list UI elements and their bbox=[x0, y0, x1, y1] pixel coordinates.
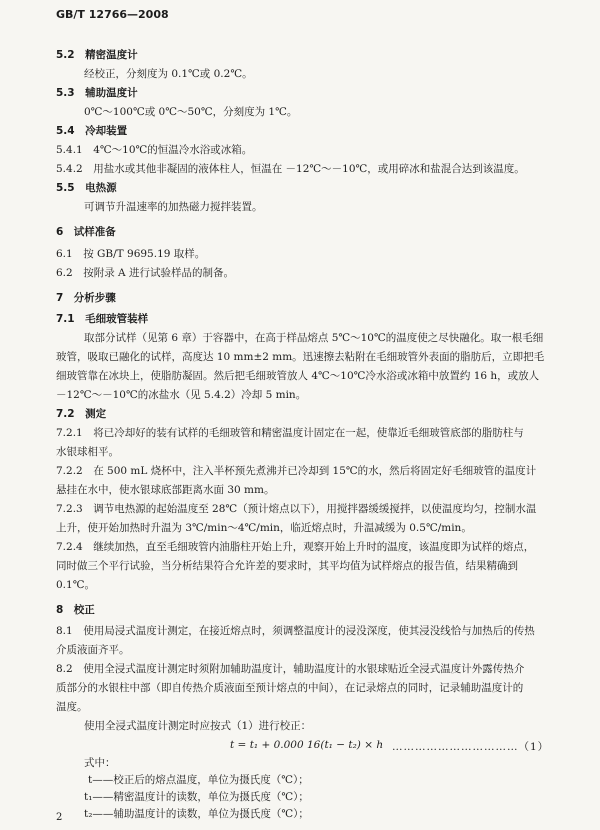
section-heading: 5.5 电热源 bbox=[56, 182, 117, 194]
text-line: 同时做三个平行试验，当分析结果符合允许差的要求时，其平均值为试样熔点的报告值，结果精确到 bbox=[56, 560, 518, 572]
section-heading: 5.2 精密温度计 bbox=[56, 49, 138, 61]
formula: t = t₁ + 0.000 16(t₁ − t₂) × h bbox=[230, 739, 384, 751]
text-line: 水银球相平。 bbox=[56, 446, 119, 458]
text-line: 介质液面齐平。 bbox=[56, 644, 130, 656]
text-line: 7.2.2 在 500 mL 烧杯中，注入半杯预先煮沸并已冷却到 15℃的水，然后将固定好毛细玻管的温度计 bbox=[56, 465, 537, 477]
equation-number: ……………………………（1） bbox=[392, 741, 550, 753]
text-line: 质部分的水银柱中部（即自传热介质液面至预计熔点的中间），在记录熔点的同时，记录辅助温度计的 bbox=[56, 682, 524, 694]
text-line: 取部分试样（见第 6 章）于容器中，在高于样品熔点 5℃～10℃的温度使之尽快融化。取一根毛细 bbox=[84, 332, 544, 344]
section-heading: 7.2 测定 bbox=[56, 408, 107, 420]
text-line: 7.2.1 将已冷却好的装有试样的毛细玻管和精密温度计固定在一起，使靠近毛细玻管底部的脂肪柱与 bbox=[56, 427, 524, 439]
text-line: 温度。 bbox=[56, 701, 88, 713]
text-line: 6.1 按 GB/T 9695.19 取样。 bbox=[56, 248, 206, 260]
section-heading: 7 分析步骤 bbox=[56, 292, 116, 304]
text-line: 5.4.1 4℃～10℃的恒温冷水浴或冰箱。 bbox=[56, 144, 253, 156]
text-line: 上升，使开始加热时升温为 3℃/min～4℃/min，临近熔点时，升温减缓为 0.5℃/min。 bbox=[56, 522, 472, 534]
page-number: 2 bbox=[56, 812, 63, 823]
text-line: 0.1℃。 bbox=[56, 579, 95, 591]
text-line: 细玻管靠在冰块上，使脂肪凝固。然后把毛细玻管放人 4℃～10℃冷水浴或冰箱中放置约 16 h，或放人 bbox=[56, 370, 540, 382]
page-header: GB/T 12766—2008 bbox=[56, 8, 169, 21]
section-heading: 5.4 冷却装置 bbox=[56, 125, 128, 137]
text-line: 经校正，分刻度为 0.1℃或 0.2℃。 bbox=[84, 68, 253, 80]
text-line: 悬挂在水中，使水银球底部距离水面 30 mm。 bbox=[56, 484, 275, 496]
text-line: 使用全浸式温度计测定时应按式（1）进行校正： bbox=[84, 720, 312, 732]
section-heading: 6 试样准备 bbox=[56, 226, 116, 238]
section-heading: 5.3 辅助温度计 bbox=[56, 87, 138, 99]
text-line: t₁——精密温度计的读数，单位为摄氏度（℃）； bbox=[84, 791, 309, 803]
text-line: 8.2 使用全浸式温度计测定时须附加辅助温度计，辅助温度计的水银球贴近全浸式温度计外露传热介 bbox=[56, 663, 525, 675]
text-line: 5.4.2 用盐水或其他非凝固的液体柱人，恒温在 －12℃～－10℃，或用碎冰和盐混合达到该温度。 bbox=[56, 163, 525, 175]
section-heading: 8 校正 bbox=[56, 604, 95, 616]
text-line: 8.1 使用局浸式温度计测定，在接近熔点时，须调整温度计的浸没深度，使其浸没线恰与加热后的传热 bbox=[56, 625, 535, 637]
text-line: 可调节升温速率的加热磁力搅拌装置。 bbox=[84, 201, 263, 213]
text-line: 7.2.4 继续加热，直至毛细玻管内油脂柱开始上升，观察开始上升时的温度，该温度即为试样的熔点， bbox=[56, 541, 535, 553]
text-line: t₂——辅助温度计的读数，单位为摄氏度（℃）； bbox=[84, 808, 309, 820]
section-heading: 7.1 毛细玻管装样 bbox=[56, 313, 149, 325]
text-line: 玻管，吸取已融化的试样，高度达 10 mm±2 mm。迅速擦去粘附在毛细玻管外表面的脂肪后，立即把毛 bbox=[56, 351, 545, 363]
text-line: 0℃～100℃或 0℃～50℃，分刻度为 1℃。 bbox=[84, 106, 298, 118]
text-line: －12℃～－10℃的冰盐水（见 5.4.2）冷却 5 min。 bbox=[56, 389, 307, 401]
text-line: 7.2.3 调节电热源的起始温度至 28℃（预计熔点以下），用搅拌器缓缓搅拌，以使温度均匀，控制水温 bbox=[56, 503, 537, 515]
text-line: 式中： bbox=[84, 757, 116, 769]
text-line: t——校正后的熔点温度，单位为摄氏度（℃）； bbox=[88, 774, 309, 786]
text-line: 6.2 按附录 A 进行试验样品的制备。 bbox=[56, 267, 234, 279]
